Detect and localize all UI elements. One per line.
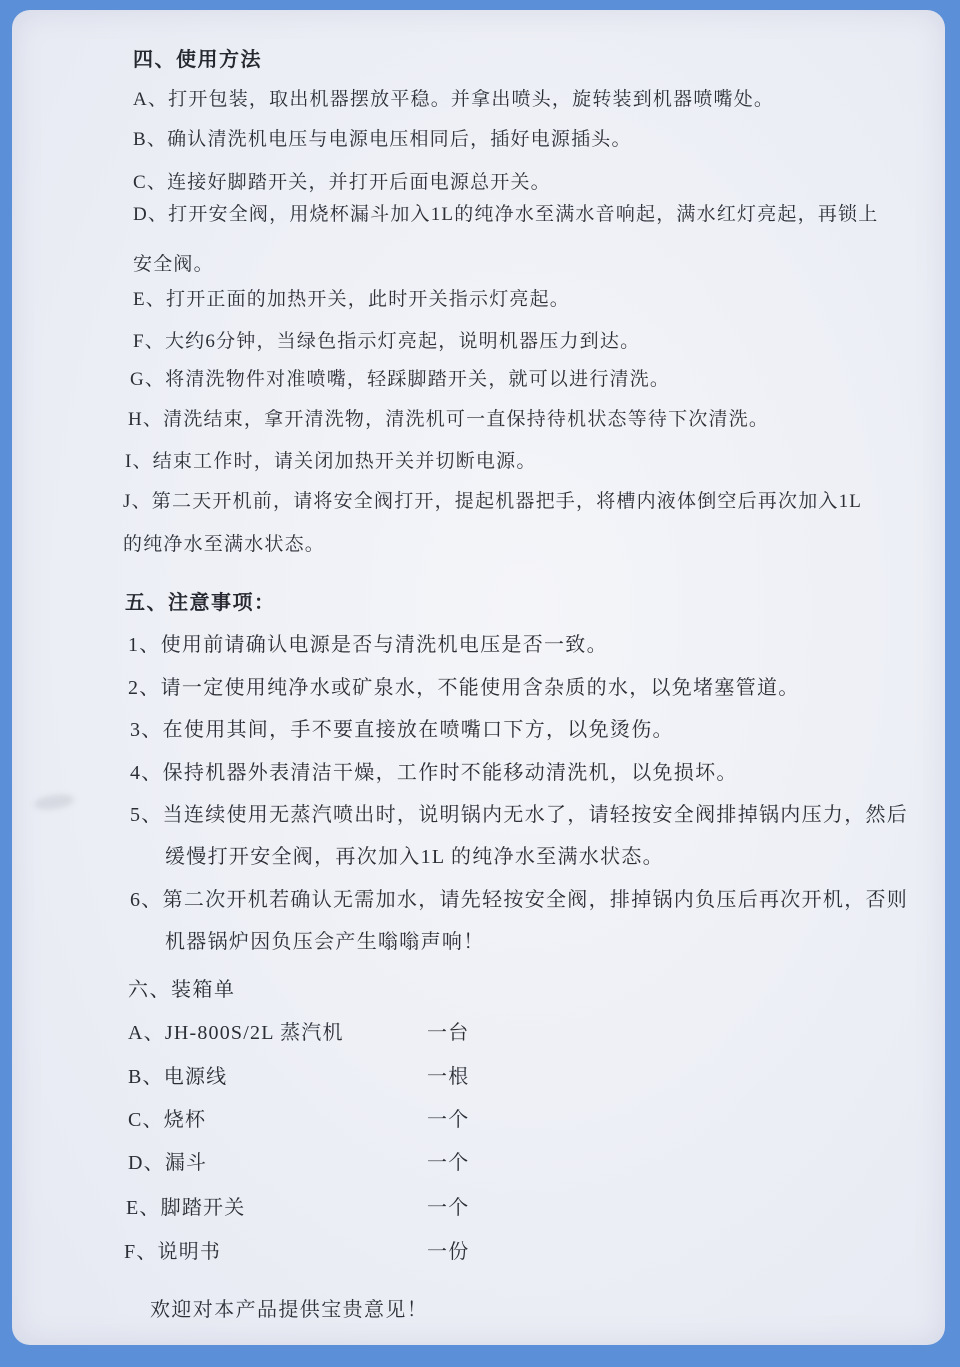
- usage-heading: 四、使用方法: [133, 49, 262, 71]
- packing-item-name: D、漏斗: [128, 1152, 208, 1174]
- notes-item-line-continued: 缓慢打开安全阀，再次加入1L 的纯净水至满水状态。: [165, 846, 664, 868]
- notes-item-line: 1、使用前请确认电源是否与清洗机电压是否一致。: [128, 634, 608, 656]
- notes-item-line: 5、当连续使用无蒸汽喷出时，说明锅内无水了，请轻按安全阀排掉锅内压力，然后: [130, 804, 909, 826]
- packing-item-name: E、脚踏开关: [126, 1197, 246, 1219]
- notes-item-line: 2、请一定使用纯净水或矿泉水，不能使用含杂质的水，以免堵塞管道。: [128, 677, 800, 699]
- usage-item-line: D、打开安全阀，用烧杯漏斗加入1L的纯净水至满水音响起，满水红灯亮起，再锁上: [133, 204, 879, 225]
- usage-item-line: H、清洗结束，拿开清洗物，清洗机可一直保持待机状态等待下次清洗。: [128, 409, 770, 430]
- feedback-footer: 欢迎对本产品提供宝贵意见！: [150, 1299, 429, 1321]
- packing-item-qty: 一根: [427, 1066, 470, 1088]
- packing-item-qty: 一个: [427, 1109, 470, 1131]
- packing-list-heading: 六、装箱单: [128, 979, 236, 1001]
- packing-item-name: F、说明书: [124, 1241, 222, 1263]
- usage-item-line: E、打开正面的加热开关，此时开关指示灯亮起。: [133, 289, 571, 310]
- usage-item-line-continued: 的纯净水至满水状态。: [123, 534, 326, 555]
- notes-item-line: 6、第二次开机若确认无需加水，请先轻按安全阀，排掉锅内负压后再次开机，否则: [130, 889, 909, 911]
- packing-item-qty: 一个: [427, 1152, 470, 1174]
- notes-item-line-continued: 机器锅炉因负压会产生嗡嗡声响！: [165, 931, 485, 953]
- notes-item-line: 3、在使用其间，手不要直接放在喷嘴口下方，以免烫伤。: [130, 719, 674, 741]
- usage-item-line: I、结束工作时，请关闭加热开关并切断电源。: [125, 451, 537, 472]
- usage-item-line: G、将清洗物件对准喷嘴，轻踩脚踏开关，就可以进行清洗。: [130, 369, 671, 390]
- packing-item-name: C、烧杯: [128, 1109, 207, 1131]
- notes-heading: 五、注意事项：: [125, 592, 276, 614]
- document-paper: [12, 10, 945, 1345]
- packing-item-name: B、电源线: [128, 1066, 228, 1088]
- packing-item-name: A、JH-800S/2L 蒸汽机: [128, 1022, 344, 1044]
- usage-item-line: B、确认清洗机电压与电源电压相同后，插好电源插头。: [133, 129, 632, 150]
- packing-item-qty: 一份: [427, 1241, 470, 1263]
- usage-item-line-continued: 安全阀。: [133, 254, 214, 275]
- notes-item-line: 4、保持机器外表清洁干燥，工作时不能移动清洗机，以免损坏。: [130, 762, 738, 784]
- usage-item-line: F、大约6分钟，当绿色指示灯亮起，说明机器压力到达。: [133, 331, 641, 352]
- usage-item-line: A、打开包装，取出机器摆放平稳。并拿出喷头，旋转装到机器喷嘴处。: [133, 89, 775, 110]
- usage-item-line: C、连接好脚踏开关，并打开后面电源总开关。: [133, 172, 551, 193]
- packing-item-qty: 一台: [427, 1022, 470, 1044]
- packing-item-qty: 一个: [427, 1197, 470, 1219]
- paper-smudge: [33, 792, 75, 811]
- usage-item-line: J、第二天开机前，请将安全阀打开，提起机器把手，将槽内液体倒空后再次加入1L: [123, 491, 863, 512]
